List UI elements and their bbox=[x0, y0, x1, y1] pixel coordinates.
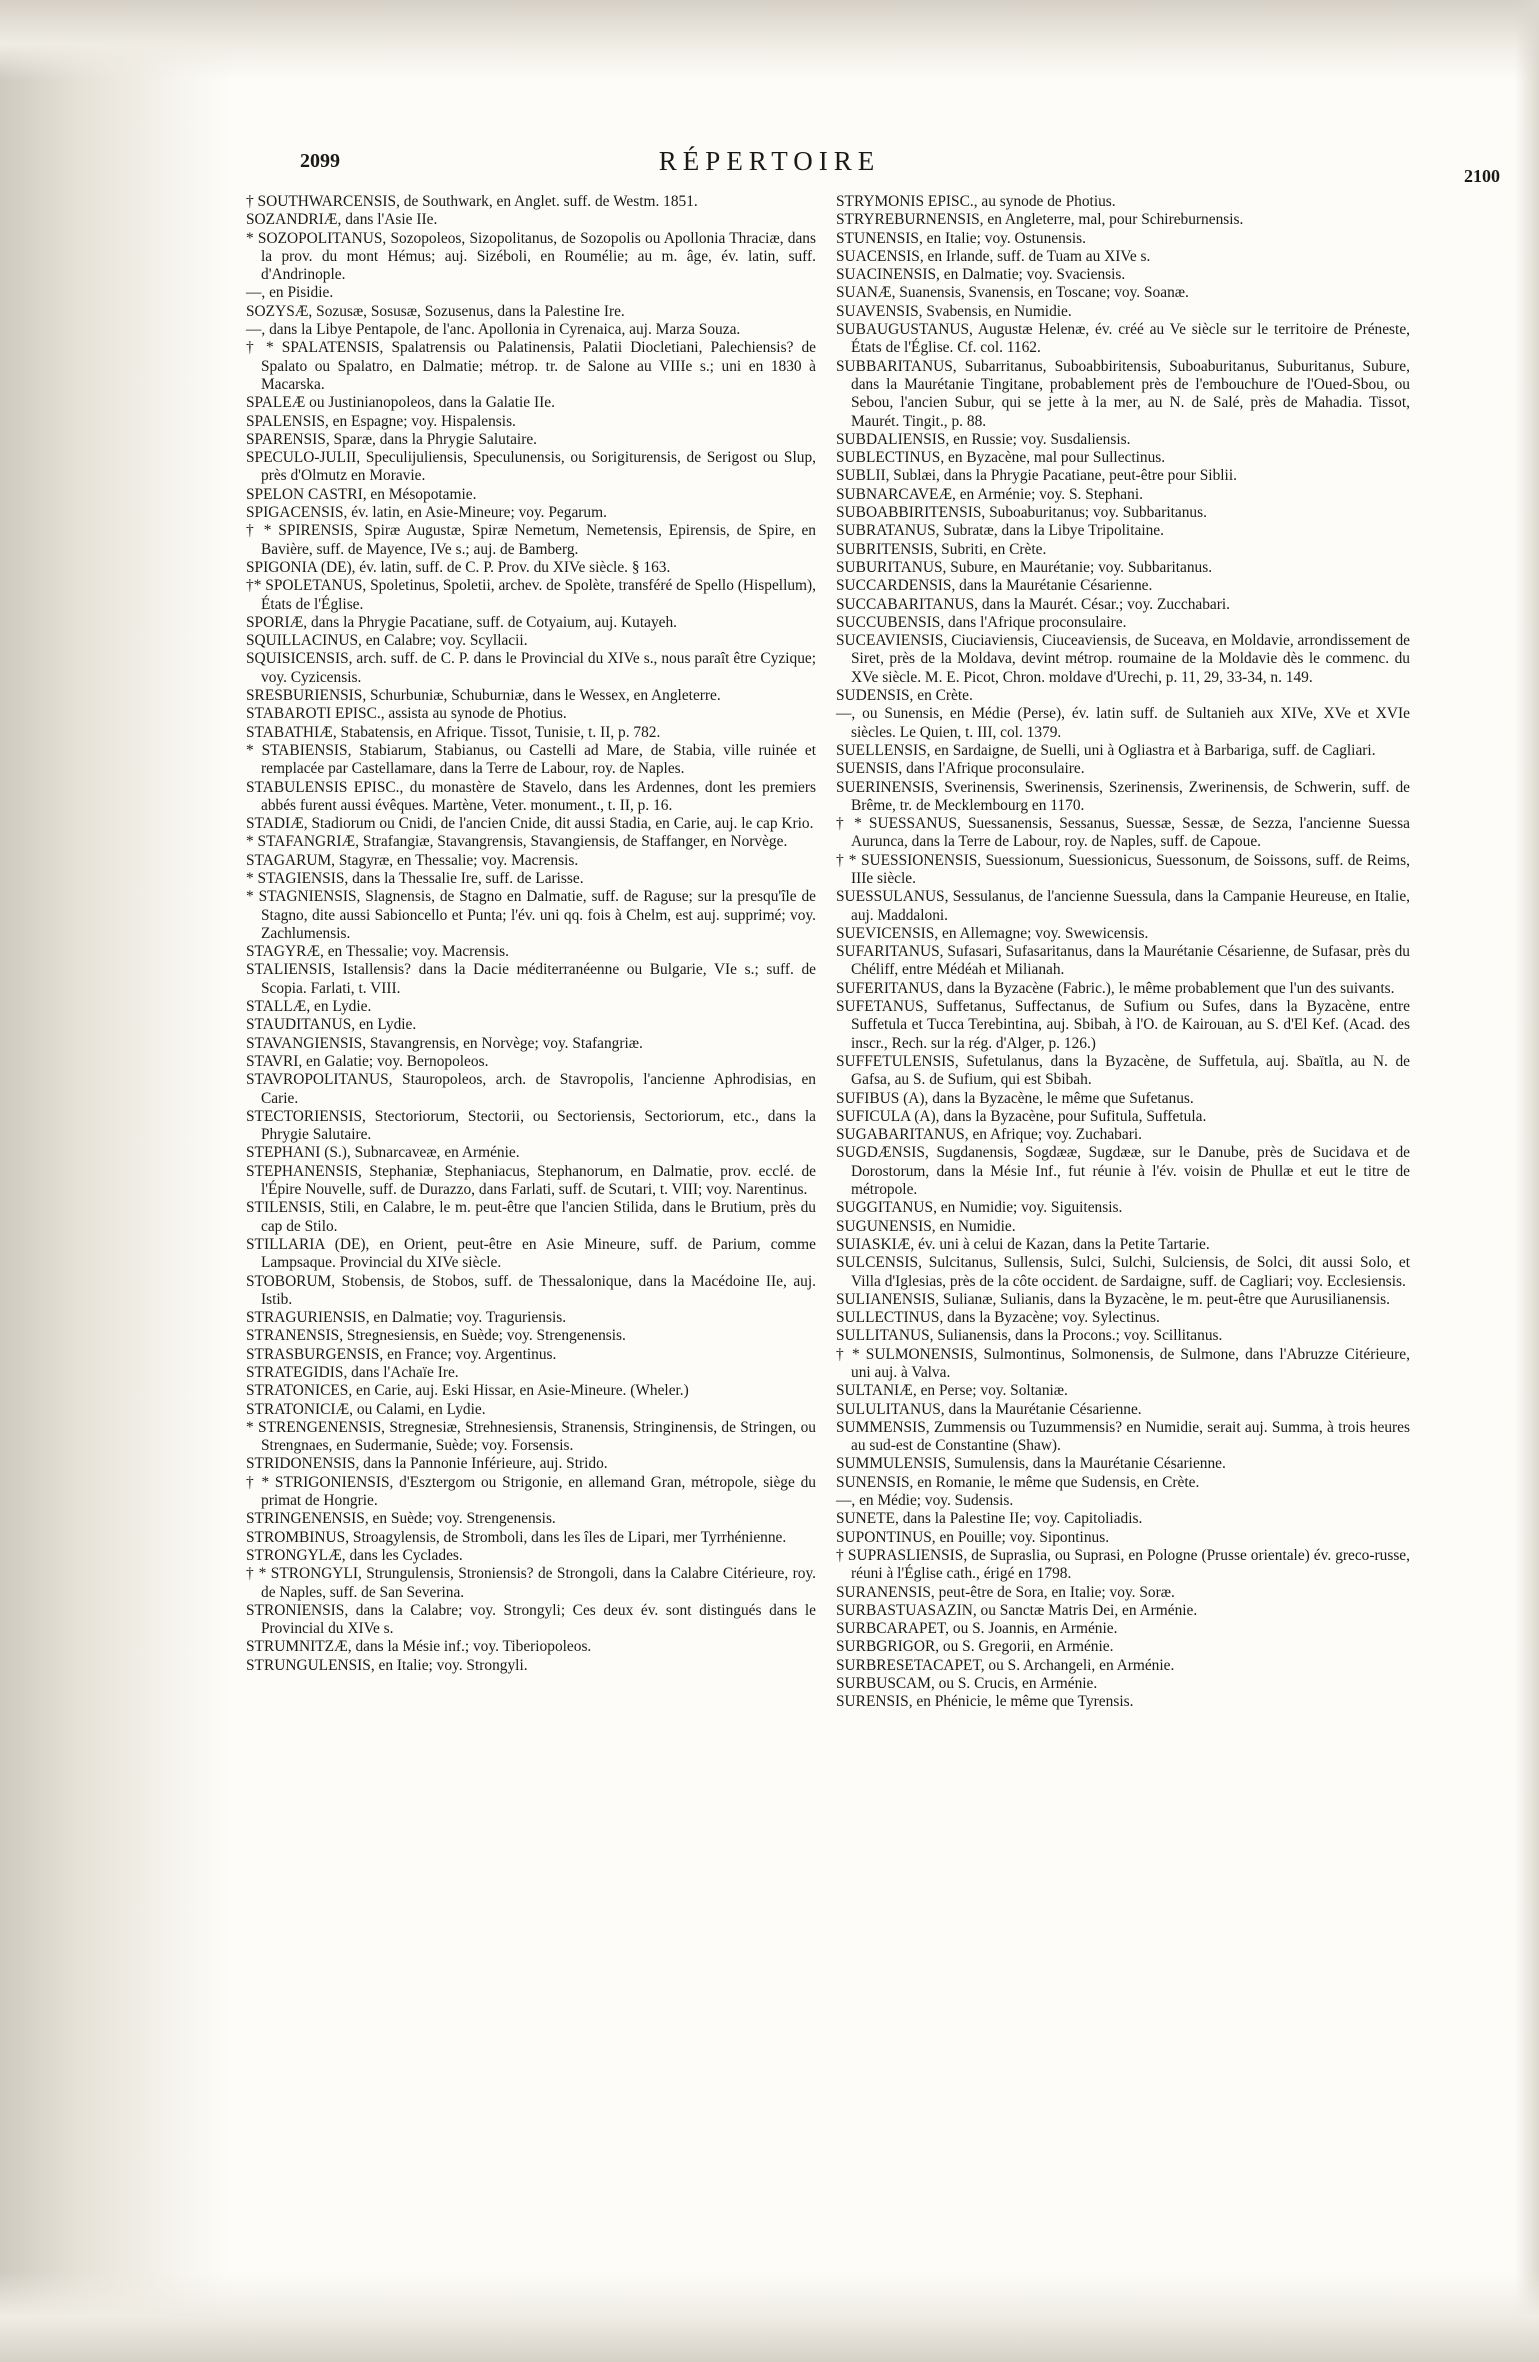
dictionary-entry: † * STRONGYLI, Strungulensis, Stroniensis? de Strongoli, dans la Calabre Citérieure, roy. de Naples, suff. de San Severina. bbox=[246, 1565, 816, 1601]
dictionary-entry: STEPHANENSIS, Stephaniæ, Stephaniacus, Stephanorum, en Dalmatie, prov. ecclé. de l'Épire Nouvelle, suff. de Durazzo, dans Farlati, suff. de Scutari, t. VIII; voy. Narentinus. bbox=[246, 1162, 816, 1199]
dictionary-entry: STAVROPOLITANUS, Stauropoleos, arch. de Stavropolis, l'ancienne Aphrodisias, en Carie. bbox=[246, 1071, 816, 1107]
left-page-number: 2099 bbox=[300, 150, 340, 172]
dictionary-entry: STRAGURIENSIS, en Dalmatie; voy. Traguriensis. bbox=[246, 1309, 567, 1327]
dictionary-entry: SUCCABARITANUS, dans la Maurét. César.; voy. Zucchabari. bbox=[836, 595, 1231, 613]
dictionary-entry: † * SULMONENSIS, Sulmontinus, Solmonensis, de Sulmone, dans l'Abruzze Citérieure, uni auj. à Valva. bbox=[836, 1345, 1410, 1381]
dictionary-entry: SUFERITANUS, dans la Byzacène (Fabric.), le même probablement que l'un des suivants. bbox=[836, 979, 1395, 997]
dictionary-entry: STABATHIÆ, Stabatensis, en Afrique. Tissot, Tunisie, t. II, p. 782. bbox=[246, 723, 661, 741]
dictionary-entry: SUBBARITANUS, Subarritanus, Suboabbiritensis, Suboaburitanus, Suburitanus, Subure, dans la Maurétanie Tingitane, probablement près de l'embouchure de l'Oued-Sbou, ou Sebou, l'ancien Subur, qui se jette à la mer, au N. de Salé, près de Mahadia. Tissot, Maurét. Tingit., p. 88. bbox=[836, 357, 1410, 430]
dictionary-entry: SUFETANUS, Suffetanus, Suffectanus, de Sufium ou Sufes, dans la Byzacène, entre Suffetula et Tucca Terebintina, auj. Sbibah, à l'O. de Kairouan, au S. d'El Kef. (Acad. des inscr., Rech. sur la rég. d'Alger, p. 126.) bbox=[836, 998, 1410, 1052]
dictionary-entry: STRIDONENSIS, dans la Pannonie Inférieure, auj. Strido. bbox=[246, 1455, 608, 1473]
dictionary-entry: SUCEAVIENSIS, Ciuciaviensis, Ciuceaviensis, de Suceava, en Moldavie, arrondissement de Siret, près de la Moldava, devint métrop. roumaine de la Moldavie dès le commenc. du XVe siècle. M. E. Picot, Chron. moldave d'Urechi, p. 11, 29, 33-34, n. 149. bbox=[836, 632, 1410, 686]
dictionary-entry: STRASBURGENSIS, en France; voy. Argentinus. bbox=[246, 1345, 557, 1363]
dictionary-entry: SUBNARCAVEÆ, en Arménie; voy. S. Stephani. bbox=[836, 485, 1143, 503]
dictionary-entry: SUGDÆNSIS, Sugdanensis, Sogdææ, Sugdææ, sur le Danube, près de Sucidava et de Dorostorum, dans la Mésie Inf., fut réunie à l'év. voisin de Phullæ et eut le titre de métropole. bbox=[836, 1144, 1410, 1199]
dictionary-entry: SUFARITANUS, Sufasari, Sufasaritanus, dans la Maurétanie Césarienne, de Sufasar, près du Chéliff, entre Médéah et Milianah. bbox=[836, 943, 1410, 979]
dictionary-entry: SPELON CASTRI, en Mésopotamie. bbox=[246, 485, 477, 503]
dictionary-entry: † * SUESSANUS, Suessanensis, Sessanus, Suessæ, Sessæ, de Sezza, l'ancienne Suessa Aurunca, dans la Terre de Labour, roy. de Naples, suff. de Capoue. bbox=[836, 815, 1410, 851]
dictionary-entry: SUPONTINUS, en Pouille; voy. Sipontinus. bbox=[836, 1528, 1110, 1546]
dictionary-entry: STALIENSIS, Istallensis? dans la Dacie méditerranéenne ou Bulgarie, VIe s.; suff. de Scopia. Farlati, t. VIII. bbox=[246, 961, 816, 997]
dictionary-entry: SUMMULENSIS, Sumulensis, dans la Maurétanie Césarienne. bbox=[836, 1455, 1226, 1473]
dictionary-entry: * STRENGENENSIS, Stregnesiæ, Strehnesiensis, Stranensis, Stringinensis, de Stringen, ou Strengnaes, en Sudermanie, Suède; voy. Forsensis. bbox=[246, 1418, 816, 1455]
dictionary-entry: SPALENSIS, en Espagne; voy. Hispalensis. bbox=[246, 412, 516, 430]
dictionary-entry: * STAGIENSIS, dans la Thessalie Ire, suff. de Larisse. bbox=[246, 869, 584, 887]
dictionary-entry: SPORIÆ, dans la Phrygie Pacatiane, suff. de Cotyaium, auj. Kutayeh. bbox=[246, 613, 678, 631]
dictionary-entry: SUNENSIS, en Romanie, le même que Sudensis, en Crète. bbox=[836, 1473, 1200, 1491]
dictionary-entry: SUACENSIS, en Irlande, suff. de Tuam au XIVe s. bbox=[836, 247, 1151, 265]
dictionary-entry: SPIGONIA (DE), év. latin, suff. de C. P. Prov. du XIVe siècle. § 163. bbox=[246, 558, 671, 576]
dictionary-entry: SUELLENSIS, en Sardaigne, de Suelli, uni à Ogliastra et à Barbariga, suff. de Cagliari. bbox=[836, 741, 1376, 759]
dictionary-entry: —, dans la Libye Pentapole, de l'anc. Apollonia in Cyrenaica, auj. Marza Souza. bbox=[246, 321, 741, 339]
dictionary-entry: STAGYRÆ, en Thessalie; voy. Macrensis. bbox=[246, 943, 509, 961]
dictionary-entry: SQUILLACINUS, en Calabre; voy. Scyllacii. bbox=[246, 632, 528, 650]
dictionary-entry: SOZYSÆ, Sozusæ, Sosusæ, Sozusenus, dans la Palestine Ire. bbox=[246, 302, 625, 320]
dictionary-entry: SUBRATANUS, Subratæ, dans la Libye Tripolitaine. bbox=[836, 522, 1164, 540]
dictionary-entry: SULLECTINUS, dans la Byzacène; voy. Sylectinus. bbox=[836, 1309, 1160, 1327]
dictionary-entry: SURBASTUASAZIN, ou Sanctæ Matris Dei, en Arménie. bbox=[836, 1601, 1198, 1619]
dictionary-entry: SULTANIÆ, en Perse; voy. Soltaniæ. bbox=[836, 1382, 1068, 1400]
dictionary-entry: STILLARIA (DE), en Orient, peut-être en Asie Mineure, suff. de Parium, comme Lampsaque. Provincial du XIVe siècle. bbox=[246, 1235, 816, 1272]
dictionary-entry: STAGARUM, Stagyræ, en Thessalie; voy. Macrensis. bbox=[246, 851, 579, 869]
dictionary-entry: SUANÆ, Suanensis, Svanensis, en Toscane; voy. Soanæ. bbox=[836, 284, 1189, 302]
dictionary-entry: SUIASKIÆ, év. uni à celui de Kazan, dans la Petite Tartarie. bbox=[836, 1235, 1210, 1253]
page-header bbox=[0, 0, 1539, 200]
dictionary-entry: SOZANDRIÆ, dans l'Asie IIe. bbox=[246, 211, 438, 229]
right-column bbox=[836, 193, 1410, 1712]
dictionary-entry: STRINGENENSIS, en Suède; voy. Strengenensis. bbox=[246, 1510, 556, 1528]
dictionary-entry: SUGABARITANUS, en Afrique; voy. Zuchabari. bbox=[836, 1126, 1142, 1144]
scan-shadow-right bbox=[1515, 0, 1539, 2362]
dictionary-entry: STRATEGIDIS, dans l'Achaïe Ire. bbox=[246, 1364, 459, 1381]
dictionary-entry: STOBORUM, Stobensis, de Stobos, suff. de Thessalonique, dans la Macédoine IIe, auj. Istib. bbox=[246, 1272, 816, 1308]
dictionary-entry: † SUPRASLIENSIS, de Supraslia, ou Suprasi, en Pologne (Prusse orientale) év. greco-russe, réuni à l'Église cath., érigé en 1798. bbox=[836, 1546, 1410, 1583]
running-title: RÉPERTOIRE bbox=[658, 146, 881, 176]
dictionary-entry: SPIGACENSIS, év. latin, en Asie-Mineure; voy. Pegarum. bbox=[246, 504, 607, 522]
dictionary-entry: SUBRITENSIS, Subriti, en Crète. bbox=[836, 540, 1047, 558]
dictionary-entry: SPALEÆ ou Justinianopoleos, dans la Galatie IIe. bbox=[246, 394, 555, 412]
dictionary-entry: SPARENSIS, Sparæ, dans la Phrygie Salutaire. bbox=[246, 430, 538, 448]
dictionary-entry: * STABIENSIS, Stabiarum, Stabianus, ou Castelli ad Mare, de Stabia, ville ruinée et remplacée par Castellamare, dans la Terre de Labour, roy. de Naples. bbox=[246, 741, 816, 778]
dictionary-entry: SURBUSCAM, ou S. Crucis, en Arménie. bbox=[836, 1675, 1098, 1693]
dictionary-entry: STABULENSIS EPISC., du monastère de Stavelo, dans les Ardennes, dont les premiers abbés furent aussi évêques. Martène, Veter. monument., t. II, p. 16. bbox=[246, 778, 816, 814]
dictionary-entry: STECTORIENSIS, Stectoriorum, Stectorii, ou Sectoriensis, Sectoriorum, etc., dans la Phrygie Salutaire. bbox=[246, 1107, 816, 1144]
dictionary-entry: SUFFETULENSIS, Sufetulanus, dans la Byzacène, de Suffetula, auj. Sbaïtla, au N. de Gafsa, au S. de Sufium, qui est Sbibah. bbox=[836, 1052, 1410, 1089]
dictionary-entry: † * STRIGONIENSIS, d'Esztergom ou Strigonie, en allemand Gran, métropole, siège du primat de Hongrie. bbox=[246, 1473, 816, 1510]
dictionary-entry: SURANENSIS, peut-être de Sora, en Italie; voy. Soræ. bbox=[836, 1583, 1175, 1601]
dictionary-entry: SUERINENSIS, Sverinensis, Swerinensis, Szerinensis, Zwerinensis, de Schwerin, suff. de Brême, tr. de Mecklembourg en 1170. bbox=[836, 778, 1410, 814]
dictionary-entry: SRESBURIENSIS, Schurbuniæ, Schuburniæ, dans le Wessex, en Angleterre. bbox=[246, 687, 721, 705]
dictionary-entry: SUCCARDENSIS, dans la Maurétanie Césarienne. bbox=[836, 577, 1153, 595]
dictionary-entry: STAVRI, en Galatie; voy. Bernopoleos. bbox=[246, 1052, 489, 1070]
dictionary-entry: SUAVENSIS, Svabensis, en Numidie. bbox=[836, 302, 1072, 320]
dictionary-entry: STRYREBURNENSIS, en Angleterre, mal, pour Schireburnensis. bbox=[836, 211, 1244, 229]
right-page-number: 2100 bbox=[1464, 166, 1500, 186]
dictionary-entry: STALLÆ, en Lydie. bbox=[246, 998, 372, 1016]
dictionary-entry: STRATONICES, en Carie, auj. Eski Hissar, en Asie-Mineure. (Wheler.) bbox=[246, 1382, 689, 1400]
dictionary-entry: STRUMNITZÆ, dans la Mésie inf.; voy. Tiberiopoleos. bbox=[246, 1638, 592, 1656]
dictionary-entry: STRATONICIÆ, ou Calami, en Lydie. bbox=[246, 1400, 486, 1418]
dictionary-entry: † * SPIRENSIS, Spiræ Augustæ, Spiræ Nemetum, Nemetensis, Epirensis, de Spire, en Bavière, suff. de Mayence, IVe s.; auj. de Bamberg. bbox=[246, 522, 816, 558]
dictionary-entry: SURENSIS, en Phénicie, le même que Tyrensis. bbox=[836, 1693, 1134, 1711]
dictionary-entry: SUACINENSIS, en Dalmatie; voy. Svaciensis. bbox=[836, 266, 1126, 284]
dictionary-entry: SUEVICENSIS, en Allemagne; voy. Swewicensis. bbox=[836, 924, 1149, 942]
dictionary-entry: SUBDALIENSIS, en Russie; voy. Susdaliensis. bbox=[836, 430, 1131, 448]
dictionary-entry: SULULITANUS, dans la Maurétanie Césarienne. bbox=[836, 1400, 1142, 1418]
dictionary-entry: SUDENSIS, en Crète. bbox=[836, 687, 973, 705]
dictionary-entry: STAUDITANUS, en Lydie. bbox=[246, 1016, 417, 1034]
dictionary-entry: SURBCARAPET, ou S. Joannis, en Arménie. bbox=[836, 1620, 1118, 1638]
dictionary-entry: —, en Médie; voy. Sudensis. bbox=[836, 1492, 1014, 1510]
dictionary-entry: * SOZOPOLITANUS, Sozopoleos, Sizopolitanus, de Sozopolis ou Apollonia Thraciæ, dans la prov. du mont Hémus; auj. Sizéboli, en Roumélie; au m. âge, év. latin, suff. d'Andrinople. bbox=[246, 229, 816, 284]
left-column bbox=[246, 193, 816, 1675]
dictionary-entry: SUFICULA (A), dans la Byzacène, pour Sufitula, Suffetula. bbox=[836, 1107, 1207, 1125]
dictionary-entry: STROMBINUS, Stroagylensis, de Stromboli, dans les îles de Lipari, mer Tyrrhénienne. bbox=[246, 1528, 787, 1546]
dictionary-entry: SPECULO-JULII, Speculijuliensis, Speculunensis, ou Sorigiturensis, de Serigost ou Slup, près d'Olmutz en Moravie. bbox=[246, 449, 816, 485]
dictionary-entry: SUBURITANUS, Subure, en Maurétanie; voy. Subbaritanus. bbox=[836, 558, 1213, 576]
dictionary-entry: STADIÆ, Stadiorum ou Cnidi, de l'ancien Cnide, dit aussi Stadia, en Carie, auj. le cap Krio. bbox=[246, 815, 814, 833]
dictionary-entry: SUGUNENSIS, en Numidie. bbox=[836, 1217, 1016, 1235]
dictionary-entry: SURBGRIGOR, ou S. Gregorii, en Arménie. bbox=[836, 1638, 1114, 1656]
dictionary-entry: SURBRESETACAPET, ou S. Archangeli, en Arménie. bbox=[836, 1656, 1175, 1674]
dictionary-entry: STRONIENSIS, dans la Calabre; voy. Strongyli; Ces deux év. sont distingués dans le Provincial du XIVe s. bbox=[246, 1601, 816, 1638]
dictionary-entry: SUBLECTINUS, en Byzacène, mal pour Sullectinus. bbox=[836, 449, 1166, 467]
dictionary-entry: STEPHANI (S.), Subnarcaveæ, en Arménie. bbox=[246, 1144, 520, 1162]
dictionary-entry: SUBAUGUSTANUS, Augustæ Helenæ, év. créé au Ve siècle sur le territoire de Préneste, États de l'Église. Cf. col. 1162. bbox=[836, 321, 1410, 357]
dictionary-entry: STRANENSIS, Stregnesiensis, en Suède; voy. Strengenensis. bbox=[246, 1327, 626, 1345]
dictionary-entry: SUENSIS, dans l'Afrique proconsulaire. bbox=[836, 760, 1085, 778]
dictionary-entry: —, en Pisidie. bbox=[246, 284, 334, 302]
dictionary-entry: SUESSULANUS, Sessulanus, de l'ancienne Suessula, dans la Campanie Heureuse, en Italie, auj. Maddaloni. bbox=[836, 888, 1410, 924]
dictionary-entry: * STAFANGRIÆ, Strafangiæ, Stavangrensis, Stavangiensis, de Staffanger, en Norvège. bbox=[246, 833, 788, 851]
dictionary-entry: † * SPALATENSIS, Spalatrensis ou Palatinensis, Palatii Diocletiani, Palechiensis? de Spalato ou Spalatro, en Dalmatie; métrop. tr. de Salone au VIIIe s.; uni en 1830 à Macarska. bbox=[246, 339, 816, 393]
dictionary-entry: * STAGNIENSIS, Slagnensis, de Stagno en Dalmatie, suff. de Raguse; sur la presqu'île de Stagno, dite aussi Sabioncello et Punta; l'év. uni qq. fois à Chelm, est auj. supprimé; voy. Zachlumensis. bbox=[246, 888, 816, 942]
dictionary-entry: SQUISICENSIS, arch. suff. de C. P. dans le Provincial du XIVe s., nous paraît être Cyzique; voy. Cyzicensis. bbox=[246, 650, 816, 686]
dictionary-entry: STUNENSIS, en Italie; voy. Ostunensis. bbox=[836, 229, 1086, 247]
dictionary-entry: STABAROTI EPISC., assista au synode de Photius. bbox=[246, 705, 567, 723]
dictionary-entry: STAVANGIENSIS, Stavangrensis, en Norvège; voy. Stafangriæ. bbox=[246, 1034, 643, 1052]
dictionary-entry: SUCCUBENSIS, dans l'Afrique proconsulaire. bbox=[836, 613, 1127, 631]
dictionary-entry: —, ou Sunensis, en Médie (Perse), év. latin suff. de Sultanieh aux XIVe, XVe et XVIe siècles. Le Quien, t. III, col. 1379. bbox=[836, 705, 1410, 741]
dictionary-entry: SULCENSIS, Sulcitanus, Sullensis, Sulci, Sulchi, Sulciensis, de Solci, dit aussi Solo, et Villa d'Iglesias, près de la côte occident. de Sardaigne, suff. de Cagliari; voy. Ecclesiensis. bbox=[836, 1254, 1410, 1290]
dictionary-entry: † * SUESSIONENSIS, Suessionum, Suessionicus, Suessonum, de Soissons, suff. de Reims, IIIe siècle. bbox=[836, 851, 1410, 887]
dictionary-entry: SUBOABBIRITENSIS, Suboaburitanus; voy. Subbaritanus. bbox=[836, 504, 1207, 522]
dictionary-entry: SUGGITANUS, en Numidie; voy. Siguitensis. bbox=[836, 1199, 1123, 1217]
dictionary-entry: STRYMONIS EPISC., au synode de Photius. bbox=[836, 193, 1116, 210]
dictionary-entry: SULIANENSIS, Sulianæ, Sulianis, dans la Byzacène, le m. peut-être que Aurusilianensis. bbox=[836, 1290, 1390, 1308]
dictionary-entry: STILENSIS, Stili, en Calabre, le m. peut-être que l'ancien Stilida, dans le Brutium, près du cap de Stilo. bbox=[246, 1199, 816, 1235]
scan-shadow-left bbox=[0, 0, 230, 2362]
dictionary-entry: SUBLII, Sublæi, dans la Phrygie Pacatiane, peut-être pour Siblii. bbox=[836, 467, 1237, 485]
scan-shadow-bottom bbox=[0, 2272, 1539, 2362]
dictionary-entry: † SOUTHWARCENSIS, de Southwark, en Anglet. suff. de Westm. 1851. bbox=[246, 193, 698, 210]
dictionary-entry: STRONGYLÆ, dans les Cyclades. bbox=[246, 1546, 463, 1564]
dictionary-entry: †* SPOLETANUS, Spoletinus, Spoletii, archev. de Spolète, transféré de Spello (Hispellum), États de l'Église. bbox=[246, 577, 816, 613]
dictionary-entry: STRUNGULENSIS, en Italie; voy. Strongyli. bbox=[246, 1656, 528, 1674]
dictionary-entry: SUNETE, dans la Palestine IIe; voy. Capitoliadis. bbox=[836, 1510, 1143, 1528]
dictionary-entry: SULLITANUS, Sulianensis, dans la Procons.; voy. Scillitanus. bbox=[836, 1327, 1223, 1345]
dictionary-entry: SUMMENSIS, Zummensis ou Tuzummensis? en Numidie, serait auj. Summa, à trois heures au sud-est de Constantine (Shaw). bbox=[836, 1418, 1410, 1455]
dictionary-entry: SUFIBUS (A), dans la Byzacène, le même que Sufetanus. bbox=[836, 1089, 1194, 1107]
